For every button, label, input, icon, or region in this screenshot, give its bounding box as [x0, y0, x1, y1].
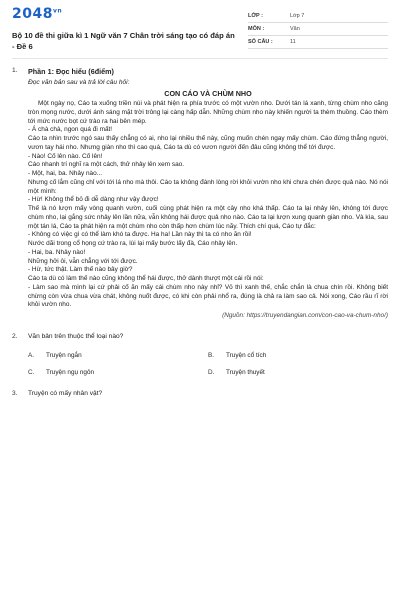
- story-paragraph: Nước dãi trong cổ họng cứ trào ra, lùi lại mấy bước lấy đà, Cáo nhảy lên.: [28, 240, 238, 247]
- option-text: Truyện thuyết: [226, 369, 265, 376]
- question-text: Văn bản trên thuộc thể loại nào?: [28, 333, 124, 340]
- story-paragraph: Một ngày nọ, Cáo ta xuống triền núi và phát hiện ra phía trước có một vườn nho. Dưới tán lá xanh, từng chùm nho căng tròn mọng nước, dưới ánh sáng mặt trời trông lại càng hấp dẫn. Những chùm nho này khiến người ta thèm thuồng. Cáo thèm tới mức nước bọt cứ trào ra hai bên mép.: [28, 100, 388, 125]
- document-title: Bộ 10 đề thi giữa kì 1 Ngữ văn 7 Chân trời sáng tạo có đáp án - Đề 6: [12, 31, 235, 51]
- option-letter: B.: [208, 352, 215, 359]
- option-c[interactable]: [28, 369, 208, 376]
- question-number: 3.: [12, 390, 18, 397]
- question-1: [12, 67, 388, 319]
- question-number: 1.: [12, 67, 18, 74]
- meta-row-subject: [248, 23, 388, 36]
- meta-value: Văn: [290, 26, 300, 32]
- logo-suffix: vn: [52, 7, 63, 15]
- option-text: Truyện ngắn: [46, 352, 82, 359]
- story-paragraph: Những hởi ôi, vẫn chẳng với tới được.: [28, 257, 138, 265]
- meta-key: MÔN :: [248, 26, 265, 32]
- option-letter: A.: [28, 352, 35, 359]
- meta-value: Lớp 7: [290, 13, 305, 19]
- story-paragraph: - Làm sao mà mình lại cứ phải cố ăn mấy cái chùm nho này nhỉ? Vỏ thì xanh thế, chắc chắn là chua chín rồi. Không biết chừng còn vừa chua vừa chát, không nuốt được, có khi còn phải nhổ ra, đúng là chả ra làm sao cả. Nói xong, Cáo rầu rĩ rời khỏi vườn nho.: [28, 283, 388, 309]
- story-paragraph: - Một, hai, ba. Nhảy nào...: [28, 170, 103, 177]
- option-letter: D.: [208, 369, 215, 376]
- story-paragraph: - Hai, ba. Nhảy nào!: [28, 248, 86, 256]
- story-paragraph: Thế là nó lượn mấy vòng quanh vườn, cuối cùng phát hiện ra một cây nho khá thấp. Cáo ta lại nhảy lên, không tới được chùm nho, lại gắng sức nhảy lên lần nữa, vẫn không hái được quả nho nào. Cáo ta lại lượn xung quanh giàn nho. Và kìa, sau một tán lá, Cáo ta phát hiện ra một chùm nho còn thấp hơn chùm lúc nãy. Thích chí quá, Cáo tự đắc:: [28, 205, 388, 230]
- instruction: Đọc văn bản sau và trả lời câu hỏi:: [28, 79, 130, 86]
- meta-value: 11: [290, 39, 296, 45]
- question-number: 2.: [12, 333, 18, 340]
- header: [12, 6, 388, 52]
- part-title: Phần 1: Đọc hiểu (6điểm): [28, 67, 114, 76]
- story-paragraph: - Hừ! Không thể bỏ đi dễ dàng như vậy được!: [28, 196, 159, 204]
- meta-box: [248, 10, 388, 52]
- option-text: Truyện ngụ ngôn: [46, 369, 95, 376]
- header-left: [12, 6, 237, 52]
- header-divider: [12, 58, 388, 59]
- story-text: [28, 100, 388, 310]
- meta-key: LỚP :: [248, 13, 263, 19]
- story-paragraph: - Hừ, tức thật. Làm thế nào bây giờ?: [28, 266, 133, 274]
- meta-key: SỐ CÂU :: [248, 39, 273, 45]
- question-body: [28, 333, 388, 386]
- option-b[interactable]: [208, 352, 388, 359]
- answer-options: [28, 352, 388, 386]
- question-2: [12, 333, 388, 386]
- story-paragraph: - Á chà chà, ngon quá đi mất!: [28, 126, 113, 134]
- story-paragraph: - Không có việc gì có thể làm khó ta được. Ha ha! Lần này thì ta có nho ăn rồi!: [28, 231, 252, 239]
- question-3: [12, 390, 388, 397]
- source-citation: (Nguồn: https://truyendangian.com/con-cao-va-chum-nho/): [222, 312, 388, 319]
- option-letter: C.: [28, 369, 35, 376]
- option-a[interactable]: [28, 352, 208, 359]
- question-text: Truyện có mấy nhân vật?: [28, 390, 103, 397]
- story-paragraph: Nhưng cố lắm cũng chỉ với tới lá nho mà thôi. Cáo ta không đành lòng rời khỏi vườn nho khi chưa chén được quả nào. Nó nói một mình:: [28, 178, 388, 195]
- story-paragraph: Cáo ta nhìn trước ngó sau thấy chẳng có ai, nho lại nhiều thế này, cũng muốn chén ngay mấy chùm. Cáo đứng thẳng người, vươn tay hái nho. Nhưng giàn nho thì cao quá, Cáo ta dù có vươn người đến đâu cũng không thể tới được.: [28, 135, 388, 151]
- story-title: CON CÁO VÀ CHÙM NHO: [164, 89, 252, 98]
- story-paragraph: - Nào! Cố lên nào. Cố lên!: [28, 152, 103, 160]
- meta-row-class: [248, 10, 388, 23]
- meta-row-count: [248, 36, 388, 49]
- question-body: [28, 67, 388, 319]
- logo-text: 2048: [12, 6, 53, 22]
- story-paragraph: Cáo ta dù có làm thế nào cũng không thể hái được, thở dành thượt một cái rồi nói:: [28, 275, 264, 282]
- option-text: Truyện cổ tích: [226, 352, 267, 359]
- site-logo[interactable]: [12, 6, 237, 22]
- story-paragraph: Cáo nhanh trí nghĩ ra một cách, thử nhảy lên xem sao.: [28, 161, 185, 169]
- option-d[interactable]: [208, 369, 388, 376]
